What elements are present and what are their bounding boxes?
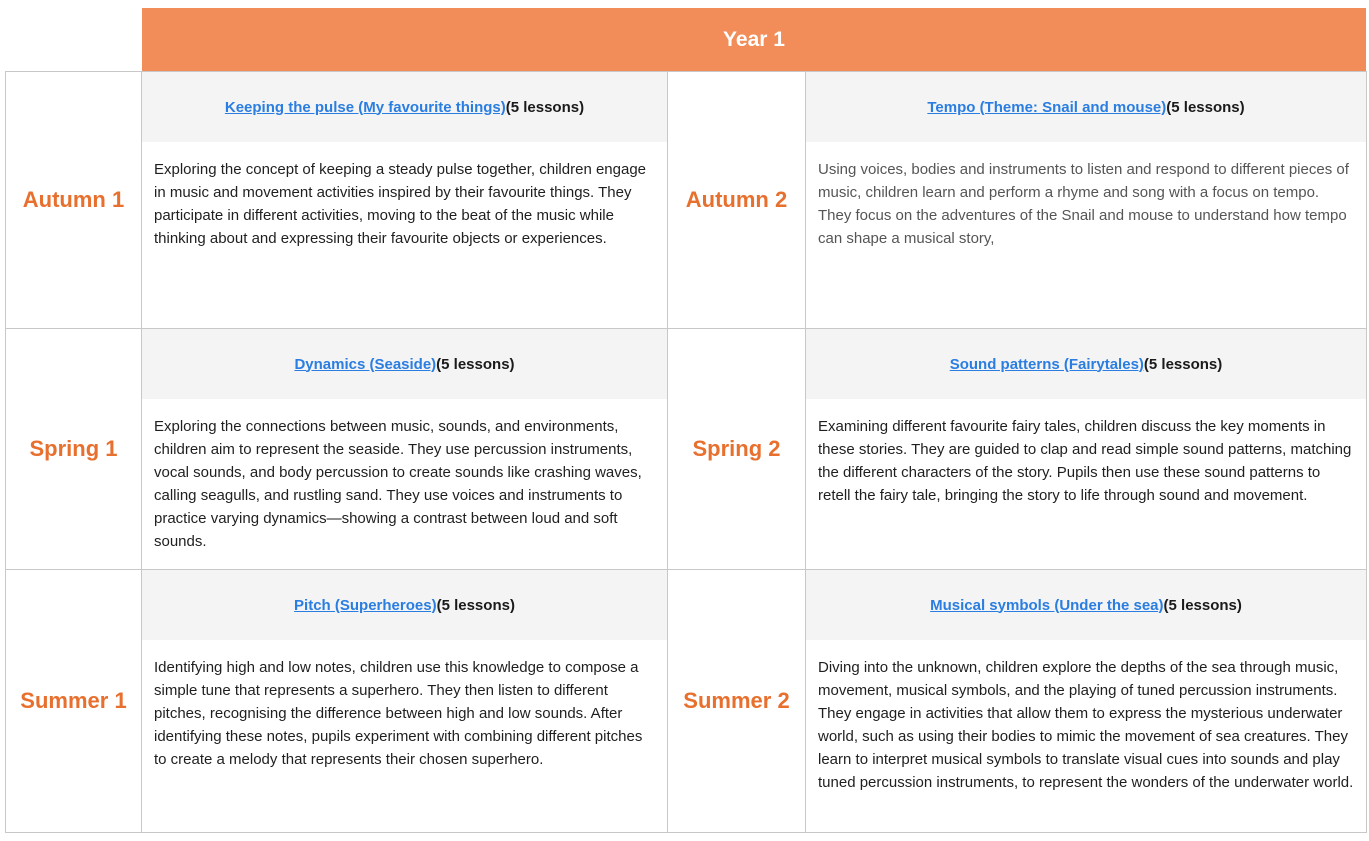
term-label-summer-1: Summer 1	[6, 570, 142, 833]
year-header	[142, 8, 1366, 71]
lesson-count: (5 lessons)	[1143, 355, 1223, 373]
unit-link[interactable]: Sound patterns (Fairytales)	[949, 355, 1144, 373]
table-row	[6, 329, 1367, 570]
unit-link[interactable]: Keeping the pulse (My favourite things)	[224, 98, 506, 116]
unit-cell	[806, 329, 1367, 570]
unit-cell	[806, 570, 1367, 833]
lesson-count: (5 lessons)	[505, 98, 585, 116]
term-label-spring-1: Spring 1	[6, 329, 142, 570]
unit-cell	[142, 570, 668, 833]
table-row	[6, 570, 1367, 833]
unit-description: Exploring the connections between music, sounds, and environments, children aim to represent the seaside. They use percussion instruments, vocal sounds, and body percussion to create sounds like crashing waves, calling seagulls, and rustling sand. They use voices and instruments to practice varying dynamics—showing a contrast between loud and soft sounds.	[154, 418, 642, 550]
lesson-count: (5 lessons)	[436, 596, 515, 614]
unit-link[interactable]: Pitch (Superheroes)	[294, 596, 437, 614]
unit-description: Examining different favourite fairy tales, children discuss the key moments in these stories. They are guided to clap and read simple sound patterns, matching the different characters of the story. Pupils then use these sound patterns to retell the fairy tale, bringing the story to life through sound and movement.	[818, 418, 1352, 504]
unit-description: Identifying high and low notes, children use this knowledge to compose a simple tune that represents a superhero. They then listen to different pitches, recognising the difference between high and low sounds. After identifying these notes, pupils experiment with combining different pitches to create a melody that represents their chosen superhero.	[154, 659, 643, 768]
unit-title	[806, 329, 1366, 399]
unit-description: Exploring the concept of keeping a steady pulse together, children engage in music and movement activities inspired by their favourite things. They participate in different activities, moving to the beat of the music while thinking about and expressing their favourite objects or experiences.	[154, 161, 647, 247]
term-label-autumn-1: Autumn 1	[6, 72, 142, 329]
curriculum-table	[5, 71, 1367, 833]
unit-description: Diving into the unknown, children explore the depths of the sea through music, movement, musical symbols, and the playing of tuned percussion instruments. They engage in activities that allow them to express the mysterious underwater world, such as using their bodies to mimic the movement of sea creatures. They learn to interpret musical symbols to translate visual cues into sounds and play tuned percussion instruments, to represent the wonders of the underwater world.	[818, 659, 1354, 791]
unit-title	[806, 570, 1366, 640]
unit-title	[142, 72, 667, 142]
table-row	[6, 72, 1367, 329]
unit-description: Using voices, bodies and instruments to listen and respond to different pieces of music, children learn and perform a rhyme and song with a focus on tempo. They focus on the adventures of the Snail and mouse to understand how tempo can shape a musical story,	[818, 161, 1349, 247]
lesson-count: (5 lessons)	[436, 355, 515, 373]
unit-cell	[806, 72, 1367, 329]
unit-cell	[142, 329, 668, 570]
unit-title	[142, 570, 667, 640]
unit-title	[806, 72, 1366, 142]
lesson-count: (5 lessons)	[1163, 596, 1242, 614]
unit-link[interactable]: Tempo (Theme: Snail and mouse)	[927, 98, 1167, 116]
unit-link[interactable]: Dynamics (Seaside)	[294, 355, 437, 373]
lesson-count: (5 lessons)	[1166, 98, 1245, 116]
unit-title	[142, 329, 667, 399]
term-label-autumn-2: Autumn 2	[668, 72, 806, 329]
year-title: Year 1	[723, 27, 785, 51]
unit-cell	[142, 72, 668, 329]
unit-link[interactable]: Musical symbols (Under the sea)	[930, 596, 1164, 614]
term-label-spring-2: Spring 2	[668, 329, 806, 570]
term-label-summer-2: Summer 2	[668, 570, 806, 833]
